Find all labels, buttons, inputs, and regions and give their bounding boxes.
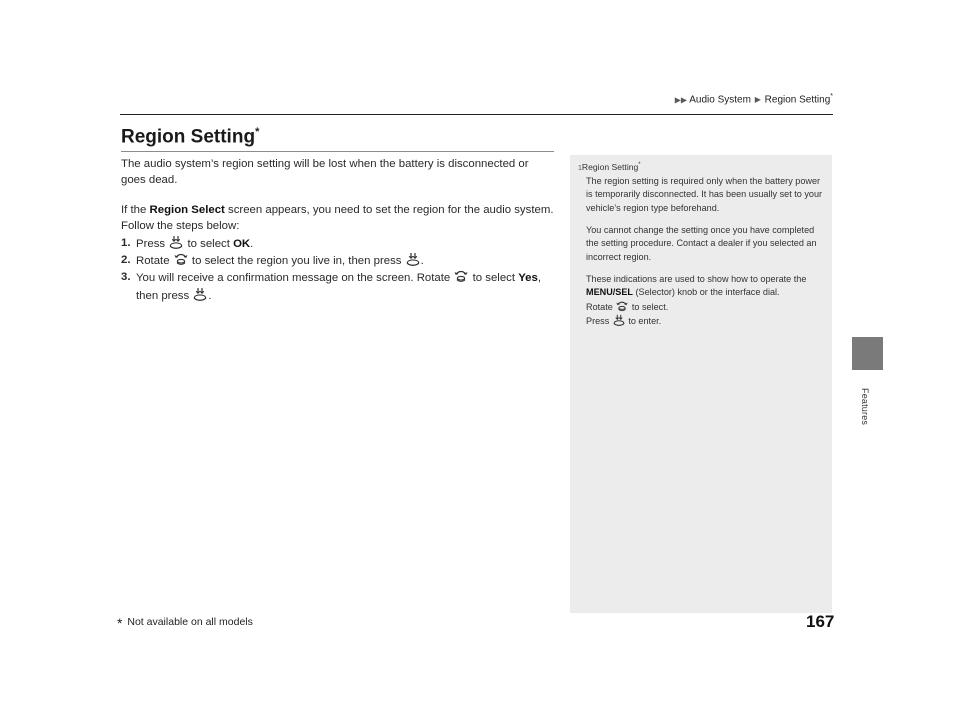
rotate-knob-icon: [616, 300, 628, 312]
step-3-number: 3.: [121, 271, 131, 284]
step-3-text-a: You will receive a confirmation message on the screen. Rotate: [136, 272, 451, 285]
breadcrumb-separator-icon: ▶: [754, 95, 761, 105]
breadcrumb-asterisk: *: [830, 93, 833, 100]
sidebar-title: [578, 159, 824, 175]
sidebar-rotate-b: to select.: [631, 301, 669, 312]
breadcrumb-item-audio-system[interactable]: Audio System: [689, 94, 751, 106]
breadcrumb-marker-icon: ▶▶: [674, 95, 687, 105]
page-number: 167: [806, 612, 835, 631]
press-knob-icon: [193, 287, 207, 301]
sidebar-press-a: Press: [586, 315, 610, 326]
step-3-end: .: [208, 289, 212, 302]
page-title-text: Region Setting: [121, 126, 256, 148]
sidebar-title-asterisk: *: [638, 162, 641, 168]
step-3-text-b: to select: [472, 272, 516, 285]
header-divider: [120, 114, 833, 115]
step-2-text-b: to select the region you live in, then press: [191, 255, 402, 268]
step-1-end: .: [250, 237, 254, 250]
step-2-text-a: Rotate: [136, 255, 170, 268]
sidebar-note: [570, 155, 832, 613]
sidebar-paragraph-1: The region setting is required only when the battery power is temporarily disconnected. It has been usually set to your vehicle’s region type beforehand.: [586, 176, 823, 213]
step-2: [121, 252, 556, 269]
step-1-text-a: Press: [136, 237, 166, 250]
press-knob-icon: [406, 252, 420, 266]
step-3-yes: Yes: [518, 272, 538, 285]
sidebar-rotate-a: Rotate: [586, 301, 613, 312]
main-content: [121, 156, 556, 304]
sidebar-paragraph-3-b: (Selector) knob or the interface dial.: [635, 287, 780, 298]
footnote-text: Not available on all models: [127, 616, 253, 628]
sidebar-menu-sel: MENU/SEL: [586, 287, 633, 298]
step-3: [121, 269, 556, 304]
breadcrumb: [675, 93, 833, 105]
title-divider: [121, 151, 554, 152]
step-1-number: 1.: [121, 236, 131, 249]
step-1-text-b: to select: [187, 237, 230, 250]
sidebar-paragraph-2: You cannot change the setting once you have completed the setting procedure. Contact a dealer if you selected an incorrect region.: [586, 225, 817, 262]
step-2-end: .: [420, 255, 424, 268]
page-title: [121, 126, 259, 148]
step-2-number: 2.: [121, 254, 131, 267]
sidebar-rotate-line: [586, 300, 824, 314]
page-title-asterisk: *: [255, 126, 260, 138]
step-1-ok: OK: [233, 237, 251, 250]
step-3-text-c: , then press: [136, 272, 542, 302]
rotate-knob-icon: [454, 269, 468, 283]
press-knob-icon: [613, 314, 625, 326]
region-select-paragraph: [121, 202, 556, 235]
intro-paragraph: The audio system’s region setting will be lost when the battery is disconnected or goes dead.: [121, 158, 529, 187]
sidebar-paragraph-3: [586, 273, 824, 300]
region-select-prefix: If the: [121, 203, 147, 216]
footnote: [117, 615, 253, 631]
step-1: [121, 235, 556, 252]
region-select-screen-name: Region Select: [149, 203, 225, 216]
sidebar-title-text: Region Setting: [581, 161, 639, 172]
press-knob-icon: [169, 235, 183, 249]
rotate-knob-icon: [174, 252, 188, 266]
footnote-asterisk: *: [117, 615, 123, 631]
sidebar-paragraph-3-a: These indications are used to show how to operate the: [586, 273, 807, 284]
sidebar-press-b: to enter.: [628, 315, 662, 326]
region-select-suffix: screen appears, you need to set the region for the audio system. Follow the steps below:: [121, 203, 554, 233]
section-tab-marker: [852, 337, 883, 370]
breadcrumb-item-region-setting[interactable]: Region Setting: [764, 94, 831, 106]
sidebar-ref-mark: 1: [578, 164, 582, 172]
section-tab-label: Features: [860, 388, 870, 426]
sidebar-press-line: [586, 314, 824, 328]
